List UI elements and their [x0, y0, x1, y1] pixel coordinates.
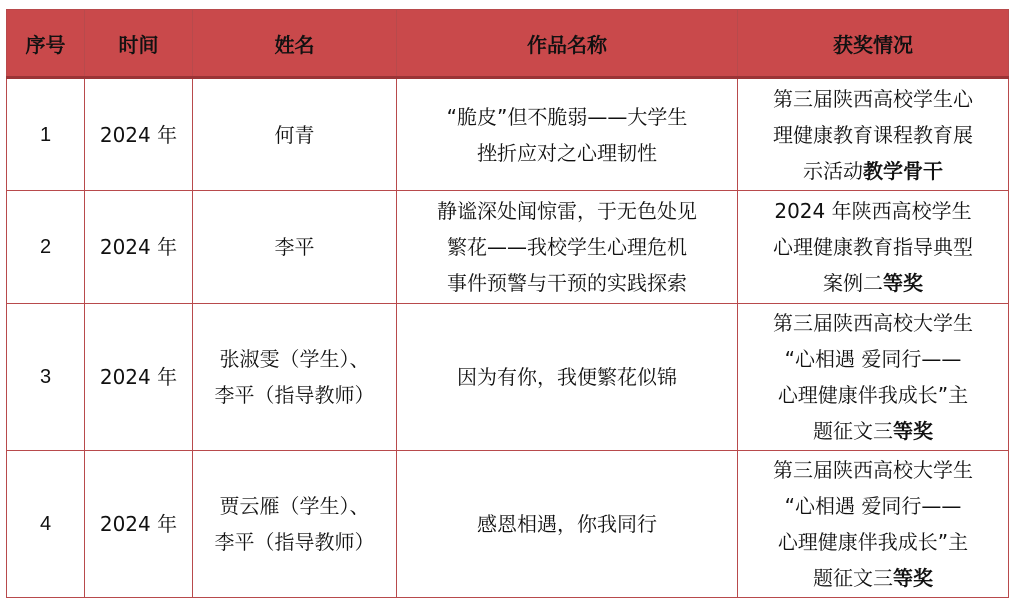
work-line: 感恩相遇，你我同行 [477, 512, 657, 536]
award-line: 心理健康伴我成长”主 [777, 530, 969, 554]
cell-work [397, 191, 738, 304]
table-header [7, 10, 1009, 78]
award-line: 第三届陕西高校大学生 [773, 458, 973, 482]
cell-name [193, 451, 397, 598]
name-line: 张淑雯（学生）、 [219, 347, 370, 371]
award-line-final [744, 560, 1002, 596]
award-line-final [744, 153, 1002, 189]
work-line: 繁花——我校学生心理危机 [447, 235, 687, 259]
name-line: 何青 [274, 122, 315, 147]
cell-award [738, 78, 1009, 191]
cell-no: 4 [7, 451, 85, 598]
header-name: 姓名 [193, 10, 397, 78]
cell-name [193, 304, 397, 451]
table-row [7, 304, 1009, 451]
award-line: 第三届陕西高校大学生 [773, 311, 973, 335]
work-line: 因为有你，我便繁花似锦 [457, 365, 677, 389]
cell-name [193, 78, 397, 191]
cell-time: 2024 年 [85, 78, 193, 191]
name-line: 李平 [274, 235, 315, 259]
work-line: 挫折应对之心理韧性 [477, 140, 657, 165]
award-line: 2024 年陕西高校学生 [774, 199, 972, 223]
name-line: 贾云雁（学生）、 [219, 494, 370, 518]
work-line: 事件预警与干预的实践探索 [447, 271, 687, 295]
cell-work [397, 78, 738, 191]
cell-no: 1 [7, 78, 85, 191]
cell-name [193, 191, 397, 304]
name-line: 李平（指导教师） [214, 530, 375, 554]
cell-time: 2024 年 [85, 191, 193, 304]
award-text: 题征文三 [813, 566, 893, 590]
work-line: 静谧深处闻惊雷，于无色处见 [437, 199, 697, 223]
award-level: 等奖 [883, 271, 923, 295]
header-time: 时间 [85, 10, 193, 78]
award-text: 示活动 [803, 158, 863, 183]
award-line: 第三届陕西高校学生心 [773, 86, 973, 111]
name-line: 李平（指导教师） [214, 383, 375, 407]
award-line: 心理健康教育指导典型 [773, 235, 973, 259]
table-row [7, 78, 1009, 191]
table-row [7, 451, 1009, 598]
cell-time: 2024 年 [85, 304, 193, 451]
header-award: 获奖情况 [738, 10, 1009, 78]
award-line-final [744, 265, 1002, 301]
award-line-final [744, 413, 1002, 449]
cell-work [397, 304, 738, 451]
award-line: 理健康教育课程教育展 [773, 122, 973, 147]
award-text: 题征文三 [813, 419, 893, 443]
awards-table [6, 9, 1009, 598]
award-level: 教学骨干 [863, 158, 943, 183]
award-text: 案例二 [823, 271, 883, 295]
award-line: “心相遇 爱同行—— [784, 494, 962, 518]
cell-no: 2 [7, 191, 85, 304]
cell-no: 3 [7, 304, 85, 451]
work-line: “脆皮”但不脆弱——大学生 [446, 104, 688, 129]
cell-award [738, 191, 1009, 304]
header-work: 作品名称 [397, 10, 738, 78]
award-level: 等奖 [893, 566, 933, 590]
award-line: 心理健康伴我成长”主 [777, 383, 969, 407]
cell-award [738, 304, 1009, 451]
header-row [7, 10, 1009, 78]
award-line: “心相遇 爱同行—— [784, 347, 962, 371]
cell-work [397, 451, 738, 598]
header-no: 序号 [7, 10, 85, 78]
cell-time: 2024 年 [85, 451, 193, 598]
table-body [7, 78, 1009, 598]
table-row [7, 191, 1009, 304]
award-level: 等奖 [893, 419, 933, 443]
cell-award [738, 451, 1009, 598]
